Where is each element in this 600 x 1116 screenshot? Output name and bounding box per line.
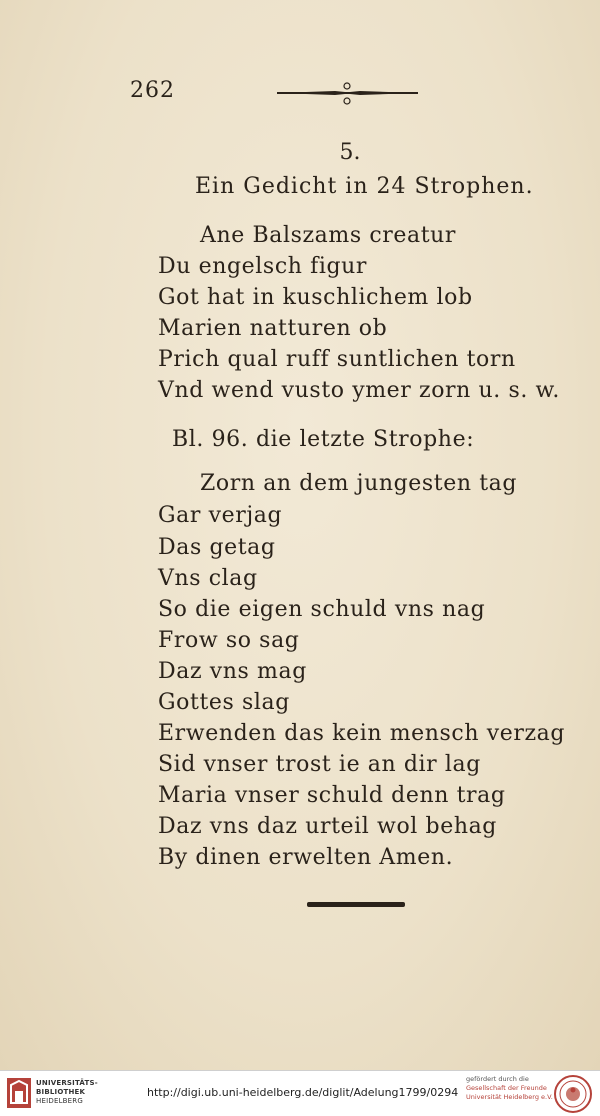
library-name: UNIVERSITÄTS- BIBLIOTHEK HEIDELBERG [36,1079,98,1105]
poem-line: Das getag [158,535,276,560]
permalink-url[interactable]: http://digi.ub.uni-heidelberg.de/diglit/Adelung1799/0294 [147,1086,459,1099]
library-logo-icon [6,1077,32,1109]
university-seal-icon [553,1074,593,1114]
section-number: 5. [339,140,361,165]
poem-line: Maria vnser schuld denn trag [158,783,506,808]
poem-line: Frow so sag [158,628,300,653]
header-ornament-icon [275,80,420,108]
poem-line: Zorn an dem jungesten tag [200,471,518,496]
poem-line: Vns clag [158,566,258,591]
poem-line: Prich qual ruff suntlichen torn [158,347,516,372]
viewer-footer [0,1070,600,1116]
sponsor-text: gefördert durch die Gesellschaft der Freunde Universität Heidelberg e.V. [466,1075,553,1101]
poem-line: Erwenden das kein mensch verzag [158,721,566,746]
poem-line: Got hat in kuschlichem lob [158,285,473,310]
poem-line: Du engelsch figur [158,254,368,279]
poem-line: Ane Balszams creatur [200,223,457,248]
poem-line: Daz vns mag [158,659,307,684]
page-number: 262 [130,78,175,103]
poem-line: By dinen erwelten Amen. [158,845,454,870]
poem-line: Marien natturen ob [158,316,388,341]
poem-line: Gottes slag [158,690,290,715]
note-line: Bl. 96. die letzte Strophe: [172,427,475,452]
end-rule [307,902,405,907]
poem-line: Gar verjag [158,503,283,528]
poem-line: Daz vns daz urteil wol behag [158,814,497,839]
poem-line: Vnd wend vusto ymer zorn u. s. w. [158,378,560,403]
poem-title: Ein Gedicht in 24 Strophen. [195,174,534,199]
poem-line: So die eigen schuld vns nag [158,597,486,622]
poem-line: Sid vnser trost ie an dir lag [158,752,481,777]
